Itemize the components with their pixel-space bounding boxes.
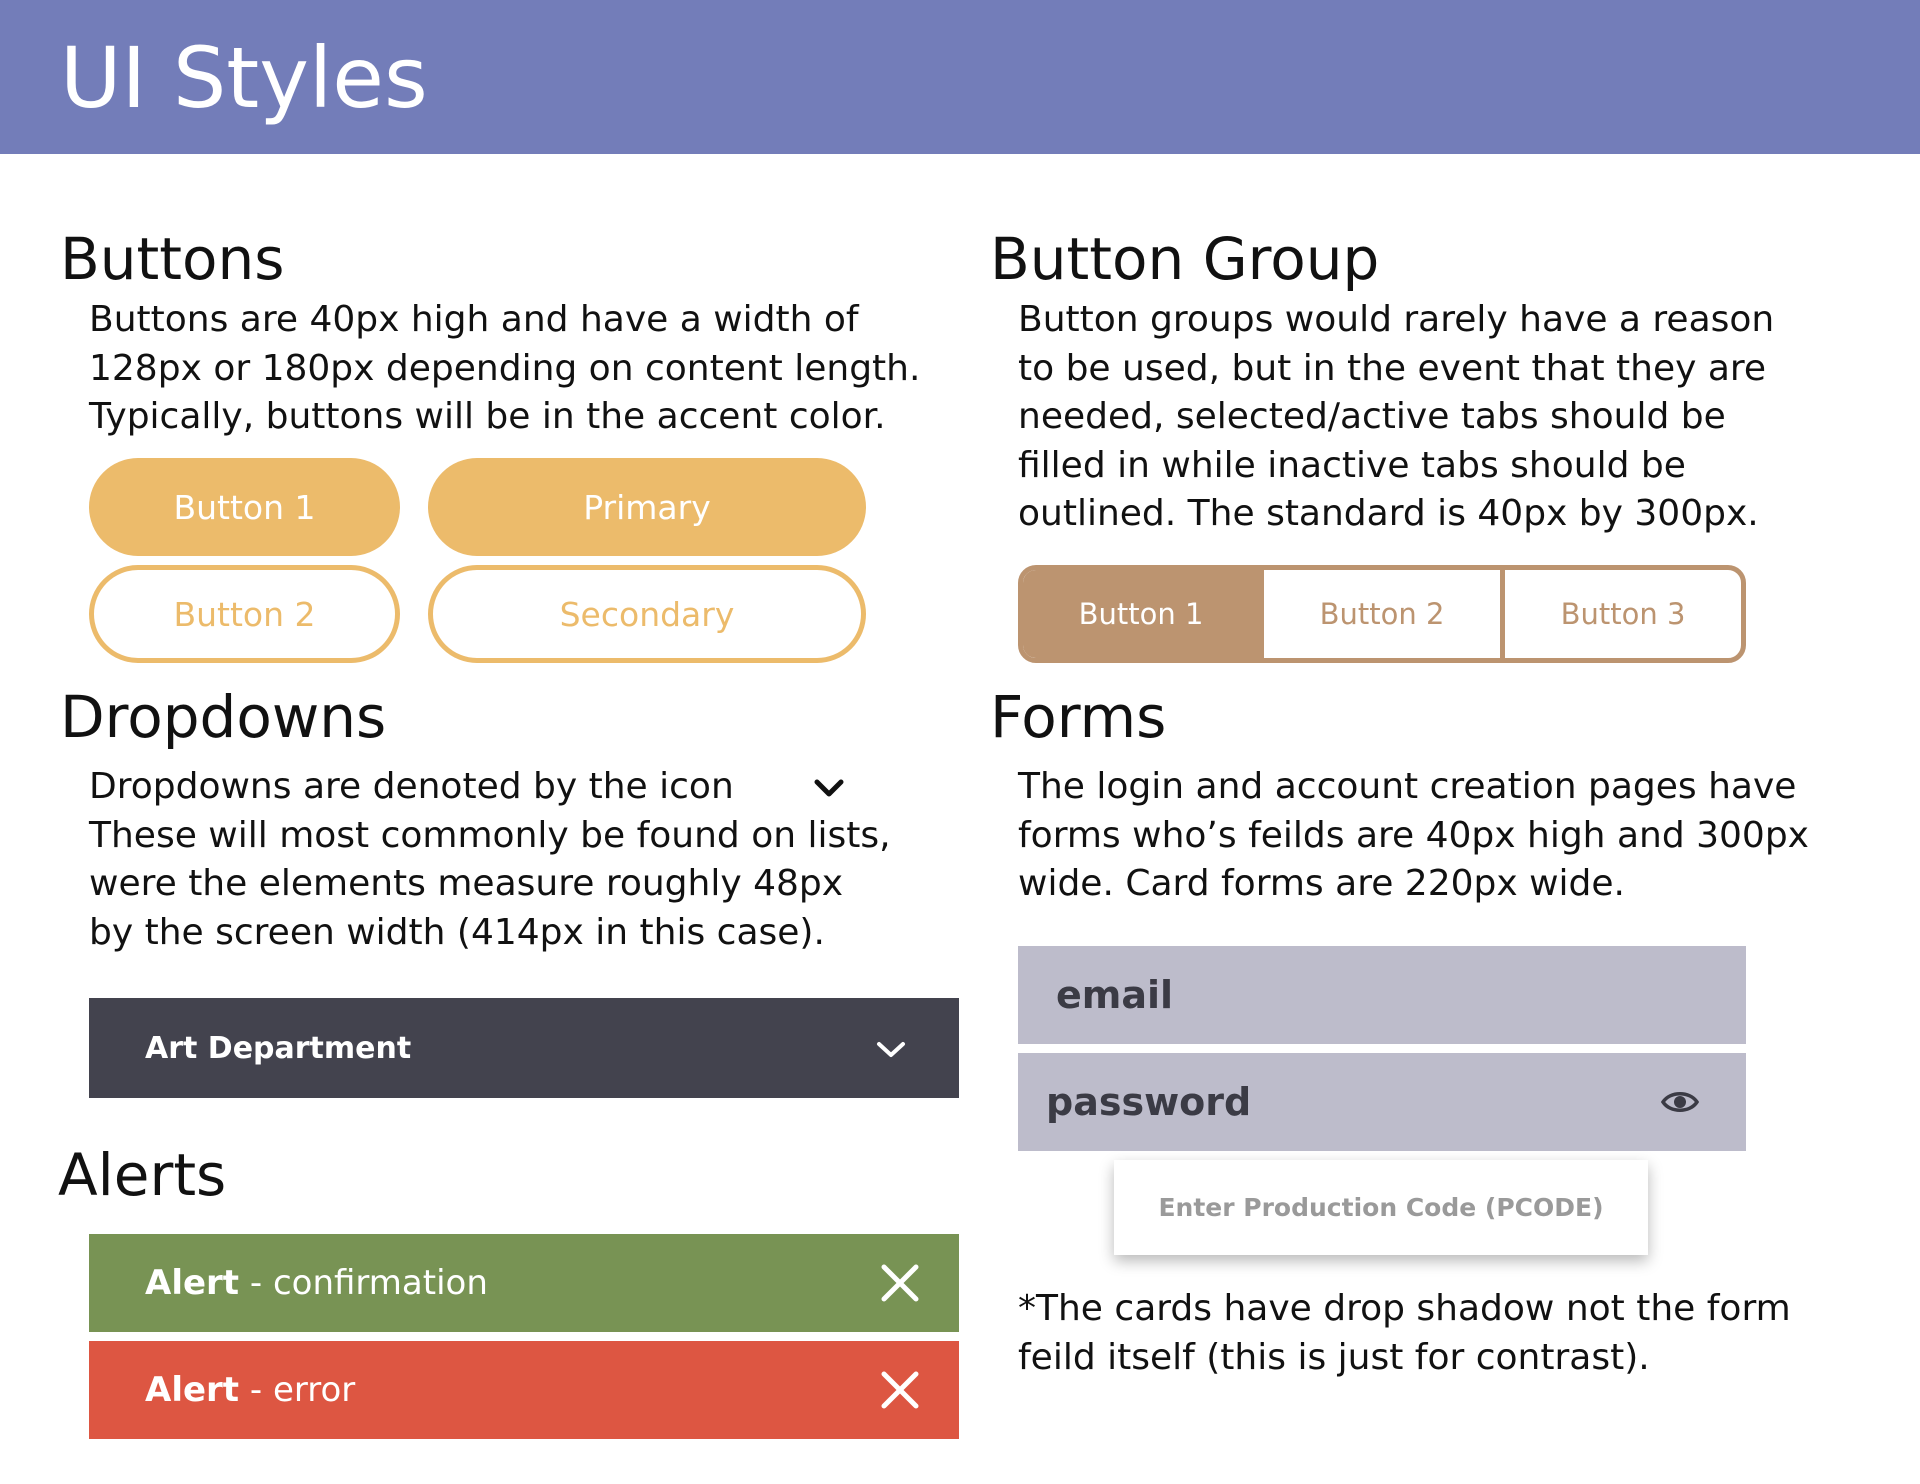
button-group-heading: Button Group [990, 225, 1380, 293]
dropdowns-heading: Dropdowns [60, 683, 387, 751]
buttons-description-line: Typically, buttons will be in the accent color. [89, 396, 886, 437]
forms-description [1018, 763, 1809, 909]
alert-message: - confirmation [239, 1263, 488, 1303]
forms-description-line: wide. Card forms are 220px wide. [1018, 863, 1625, 904]
alert-message: - error [239, 1370, 356, 1410]
page-title: UI Styles [60, 29, 428, 127]
forms-note-line: *The cards have drop shadow not the form [1018, 1288, 1791, 1329]
close-icon[interactable] [879, 1369, 921, 1411]
dropdowns-description-line: by the screen width (414px in this case). [89, 911, 825, 953]
button-group-item-2[interactable]: Button 2 [1264, 570, 1505, 658]
password-field[interactable] [1018, 1053, 1746, 1151]
button-group-description-line: needed, selected/active tabs should be [1018, 396, 1726, 437]
button-group-item-3[interactable]: Button 3 [1560, 597, 1686, 631]
button-2[interactable]: Button 2 [89, 565, 400, 663]
dropdowns-description [89, 763, 891, 957]
alert-error [89, 1341, 959, 1439]
buttons-description-line: Buttons are 40px high and have a width of [89, 299, 859, 340]
email-field-value: email [1056, 973, 1174, 1017]
production-code-placeholder: Enter Production Code (PCODE) [1158, 1193, 1604, 1222]
button-group-description [1018, 296, 1774, 539]
alerts-heading: Alerts [58, 1141, 227, 1209]
alert-confirmation [89, 1234, 959, 1332]
dropdowns-description-line: Dropdowns are denoted by the icon [89, 766, 734, 807]
password-field-value: password [1046, 1080, 1252, 1124]
forms-heading: Forms [990, 683, 1167, 751]
button-group-description-line: Button groups would rarely have a reason [1018, 299, 1775, 340]
button-1[interactable]: Button 1 [89, 458, 400, 556]
forms-note-line: feild itself (this is just for contrast). [1018, 1336, 1650, 1378]
button-group-description-line: filled in while inactive tabs should be [1018, 444, 1686, 486]
dropdowns-description-line: were the elements measure roughly 48px [89, 863, 844, 904]
chevron-down-icon [873, 1031, 909, 1067]
forms-description-line: forms who’s feilds are 40px high and 300px [1018, 814, 1809, 856]
alert-title: Alert [145, 1370, 240, 1410]
dropdowns-description-line: These will most commonly be found on lists, [89, 814, 891, 856]
dropdown-label: Art Department [145, 1030, 412, 1066]
button-group-description-line: to be used, but in the event that they are [1018, 347, 1767, 389]
button-group [1018, 565, 1746, 663]
forms-description-line: The login and account creation pages have [1018, 766, 1797, 807]
forms-note [1018, 1285, 1791, 1382]
eye-icon[interactable] [1660, 1084, 1700, 1120]
secondary-button[interactable]: Secondary [428, 565, 866, 663]
close-icon[interactable] [879, 1262, 921, 1304]
buttons-description [89, 296, 920, 442]
button-group-description-line: outlined. The standard is 40px by 300px. [1018, 493, 1759, 534]
email-field[interactable] [1018, 946, 1746, 1044]
button-group-item-1[interactable]: Button 1 [1023, 570, 1264, 658]
header-bar [0, 0, 1920, 154]
buttons-description-line: 128px or 180px depending on content length. [89, 347, 921, 389]
chevron-down-icon [809, 770, 849, 806]
buttons-heading: Buttons [60, 225, 285, 293]
primary-button[interactable]: Primary [428, 458, 866, 556]
dropdown-art-department[interactable] [89, 998, 959, 1098]
alert-title: Alert [145, 1263, 240, 1303]
production-code-card[interactable] [1114, 1160, 1648, 1255]
